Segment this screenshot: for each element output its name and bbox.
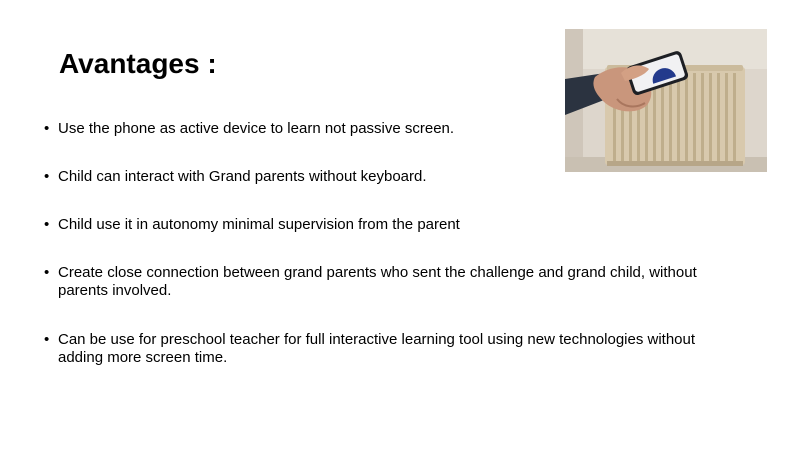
bullet-text: Child can interact with Grand parents without keyboard. xyxy=(58,168,427,185)
bullet-dot: • xyxy=(44,264,50,281)
bullet-dot: • xyxy=(44,216,50,233)
bullet-dot: • xyxy=(44,120,50,137)
photo-illustration xyxy=(565,29,767,172)
slide-title: Avantages : xyxy=(59,48,217,79)
bullet-text: Create close connection between grand parents who sent the challenge and grand child, without parents involved. xyxy=(58,264,697,299)
bullet-item xyxy=(44,216,734,234)
bullet-item xyxy=(44,264,734,300)
bullet-dot: • xyxy=(44,168,50,185)
bullet-item xyxy=(44,331,734,367)
bullet-dot: • xyxy=(44,331,50,348)
bullet-text: Can be use for preschool teacher for full interactive learning tool using new technologies without adding more screen time. xyxy=(58,331,696,366)
bullet-text: Child use it in autonomy minimal supervision from the parent xyxy=(58,216,460,233)
radiator-phone-photo xyxy=(565,29,767,172)
bullet-text: Use the phone as active device to learn not passive screen. xyxy=(58,120,455,137)
